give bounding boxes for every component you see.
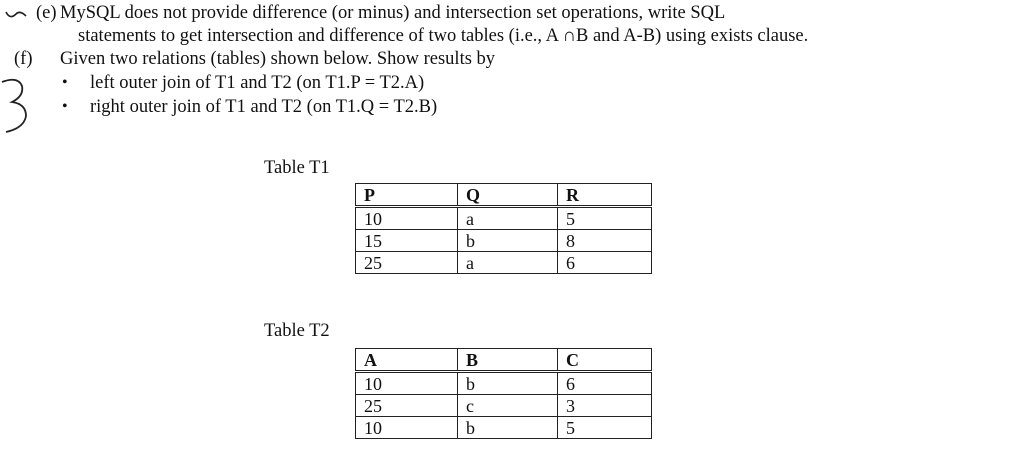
table-row (356, 417, 652, 439)
table-row (356, 230, 652, 252)
table-t2-caption: Table T2 (264, 321, 330, 341)
table-row (356, 395, 652, 417)
table-cell: 10 (356, 417, 458, 439)
table-cell: b (458, 372, 558, 395)
question-e-line2: statements to get intersection and difference of two tables (i.e., A ∩B and A-B) using exists clause. (78, 26, 809, 46)
table-cell: 15 (356, 230, 458, 252)
table-row (356, 207, 652, 230)
question-f-line1: Given two relations (tables) shown below. Show results by (60, 49, 496, 69)
table-t1-caption: Table T1 (264, 158, 330, 178)
table-cell: 5 (558, 207, 652, 230)
header-cell-a: A (356, 349, 458, 372)
table-cell: b (458, 417, 558, 439)
table-cell: 3 (558, 395, 652, 417)
table-cell: 6 (558, 372, 652, 395)
table-row (356, 252, 652, 274)
question-f-label: (f) (14, 49, 33, 69)
header-cell-q: Q (458, 184, 558, 207)
table-cell: c (458, 395, 558, 417)
header-cell-c: C (558, 349, 652, 372)
table-cell: 5 (558, 417, 652, 439)
table-t2 (355, 348, 652, 439)
table-cell: 6 (558, 252, 652, 274)
table-row (356, 372, 652, 395)
table-cell: 10 (356, 207, 458, 230)
header-cell-p: P (356, 184, 458, 207)
bullet-symbol: • (62, 74, 68, 91)
bullet-symbol: • (62, 98, 68, 115)
table-cell: 10 (356, 372, 458, 395)
table-header-row (356, 184, 652, 207)
table-cell: 25 (356, 252, 458, 274)
table-cell: 8 (558, 230, 652, 252)
table-cell: a (458, 207, 558, 230)
table-cell: a (458, 252, 558, 274)
table-header-row (356, 349, 652, 372)
table-cell: 25 (356, 395, 458, 417)
table-t1 (355, 183, 652, 274)
bullet-left-outer-join: left outer join of T1 and T2 (on T1.P = T2.A) (90, 73, 425, 93)
bullet-right-outer-join: right outer join of T1 and T2 (on T1.Q = T2.B) (90, 97, 438, 117)
question-e-line1: MySQL does not provide difference (or minus) and intersection set operations, write SQL (60, 3, 726, 23)
handwritten-mark (0, 0, 80, 160)
header-cell-b: B (458, 349, 558, 372)
table-cell: b (458, 230, 558, 252)
header-cell-r: R (558, 184, 652, 207)
question-e-label: (e) (36, 3, 57, 23)
